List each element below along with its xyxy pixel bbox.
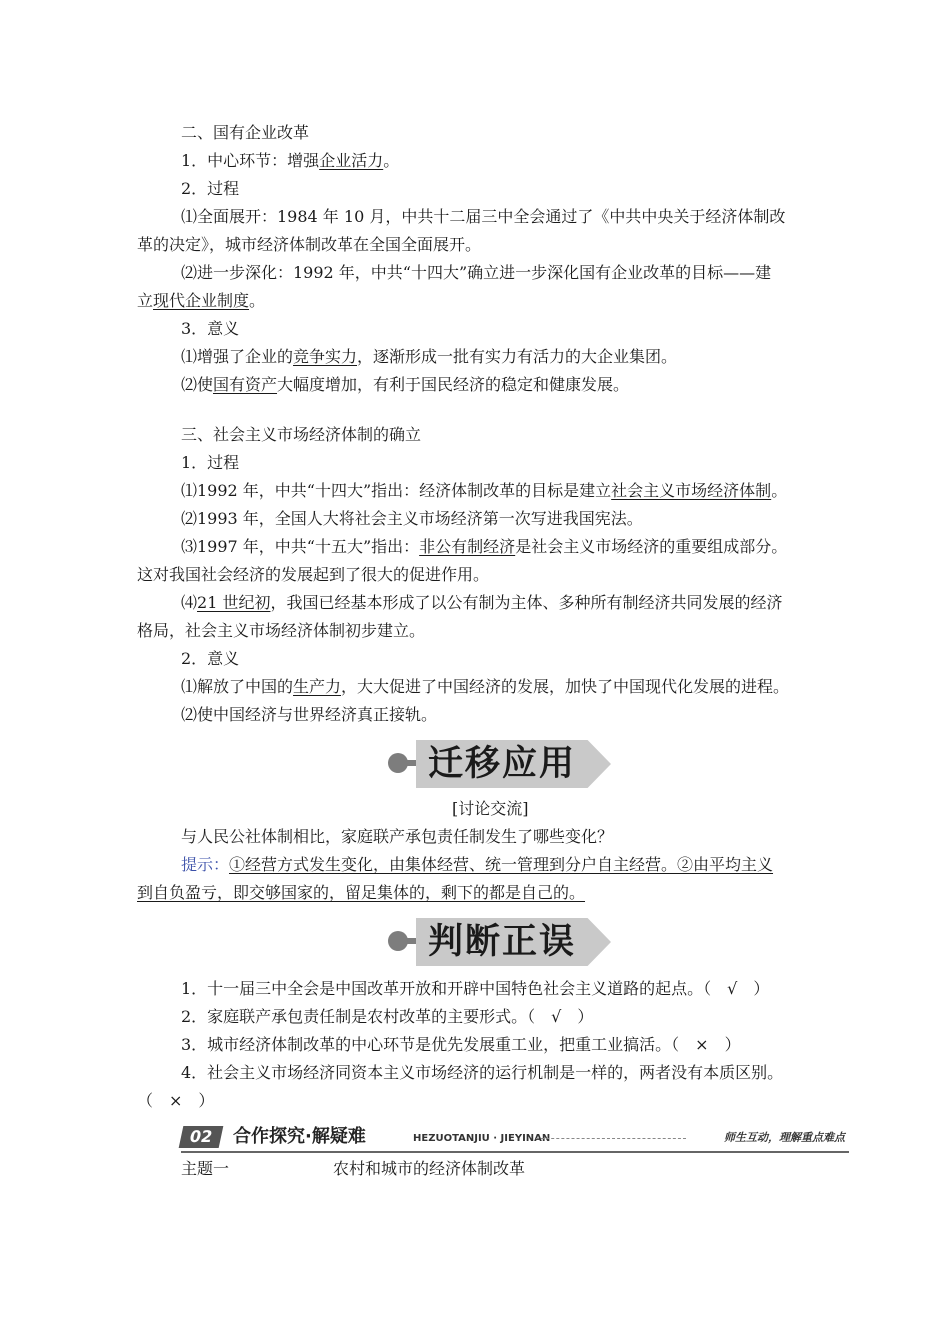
subheading: 2．过程 [181,179,240,198]
hint-line-continued [137,882,585,904]
paragraph [181,480,787,502]
key-term: 现代企业制度 [153,291,250,310]
key-term: 社会主义市场经济体制 [611,481,772,500]
section-motto: 师生互动，理解重点难点 [724,1131,845,1144]
paragraph [181,676,789,698]
section-name: 合作探究·解疑难 [233,1126,366,1147]
text: 。 [249,291,266,310]
paragraph [181,536,787,558]
paragraph: ⑵使中国经济与世界经济真正接轨。 [181,705,438,724]
paragraph-continued: 格局，社会主义市场经济体制初步建立。 [137,621,426,640]
text: ⑵使 [181,375,214,394]
dashed-divider [536,1138,686,1139]
subheading: 3．意义 [181,319,240,338]
text: 是社会主义市场经济的重要组成部分。 [515,537,788,556]
paragraph: ⑵1993 年，全国人大将社会主义市场经济第一次写进我国宪法。 [181,509,643,528]
section-pinyin: HEZUOTANJIU · JIEYINAN [413,1133,551,1144]
hint-line [181,854,773,876]
section-number-badge: 02 [179,1126,224,1148]
hint-text: ①经营方式发生变化，由集体经营、统一管理到分户自主经营。②由平均主义 [229,855,774,874]
text: ⑴解放了中国的 [181,677,294,696]
text: ，大大促进了中国经济的发展，加快了中国现代化发展的进程。 [341,677,790,696]
key-term: 企业活力 [319,151,384,170]
judge-item-continued: （ × ） [137,1091,215,1110]
key-term: 竞争实力 [293,347,358,366]
bullet-dot-icon [388,931,408,951]
paragraph: ⑴全面展开：1984 年 10 月，中共十二届三中全会通过了《中共中央关于经济体制改 [181,207,786,226]
judge-item: 2．家庭联产承包责任制是农村改革的主要形式。（ √ ） [181,1007,594,1026]
judge-item: 4．社会主义市场经济同资本主义市场经济的运行机制是一样的，两者没有本质区别。 [181,1063,784,1082]
key-term: 国有资产 [213,375,278,394]
text: ，我国已经基本形成了以公有制为主体、多种所有制经济共同发展的经济 [270,593,783,612]
text: ⑶1997 年，中共“十五大”指出： [181,537,420,556]
subheading: 1．过程 [181,453,240,472]
text: 1．中心环节：增强 [181,151,320,170]
banner-title: 判断正误 [428,922,577,962]
text: ⑴1992 年，中共“十四大”指出：经济体制改革的目标是建立 [181,481,612,500]
paragraph [181,150,399,172]
judge-item: 3．城市经济体制改革的中心环节是优先发展重工业，把重工业搞活。（ × ） [181,1035,741,1054]
paragraph [181,346,677,368]
section-heading-market-economy: 三、社会主义市场经济体制的确立 [181,425,422,444]
text: ，逐渐形成一批有实力有活力的大企业集团。 [357,347,678,366]
text: ⑷ [181,593,198,612]
text: 。 [383,151,400,170]
header-rule [181,1151,849,1153]
paragraph-continued: 这对我国社会经济的发展起到了很大的促进作用。 [137,565,490,584]
key-term: 非公有制经济 [419,537,516,556]
hint-text: 到自负盈亏，即交够国家的，留足集体的，剩下的都是自己的。 [137,883,586,902]
banner-true-or-false [388,918,613,968]
judge-item: 1．十一届三中全会是中国改革开放和开辟中国特色社会主义道路的起点。（ √ ） [181,979,770,998]
hint-label: 提示： [181,855,230,874]
paragraph [181,374,629,396]
key-term: 21 世纪初 [197,593,271,612]
paragraph-continued [137,290,265,312]
key-term: 生产力 [293,677,342,696]
text: 大幅度增加，有利于国民经济的稳定和健康发展。 [277,375,630,394]
paragraph: ⑵进一步深化：1992 年，中共“十四大”确立进一步深化国有企业改革的目标——建 [181,263,772,282]
topic-title: 农村和城市的经济体制改革 [333,1159,526,1178]
section-heading-state-enterprise: 二、国有企业改革 [181,123,310,142]
discussion-question: 与人民公社体制相比，家庭联产承包责任制发生了哪些变化？ [181,827,614,846]
banner-transfer-application [388,740,613,790]
bullet-dot-icon [388,753,408,773]
banner-title: 迁移应用 [428,744,577,784]
topic-label: 主题一 [181,1159,230,1178]
paragraph [181,592,782,614]
subheading: 2．意义 [181,649,240,668]
discussion-label: [讨论交流] [452,799,529,818]
text: 。 [771,481,788,500]
paragraph-continued: 革的决定》，城市经济体制改革在全国全面展开。 [137,235,482,254]
text: ⑴增强了企业的 [181,347,294,366]
text: 立 [137,291,154,310]
section-02-header [181,1124,849,1152]
